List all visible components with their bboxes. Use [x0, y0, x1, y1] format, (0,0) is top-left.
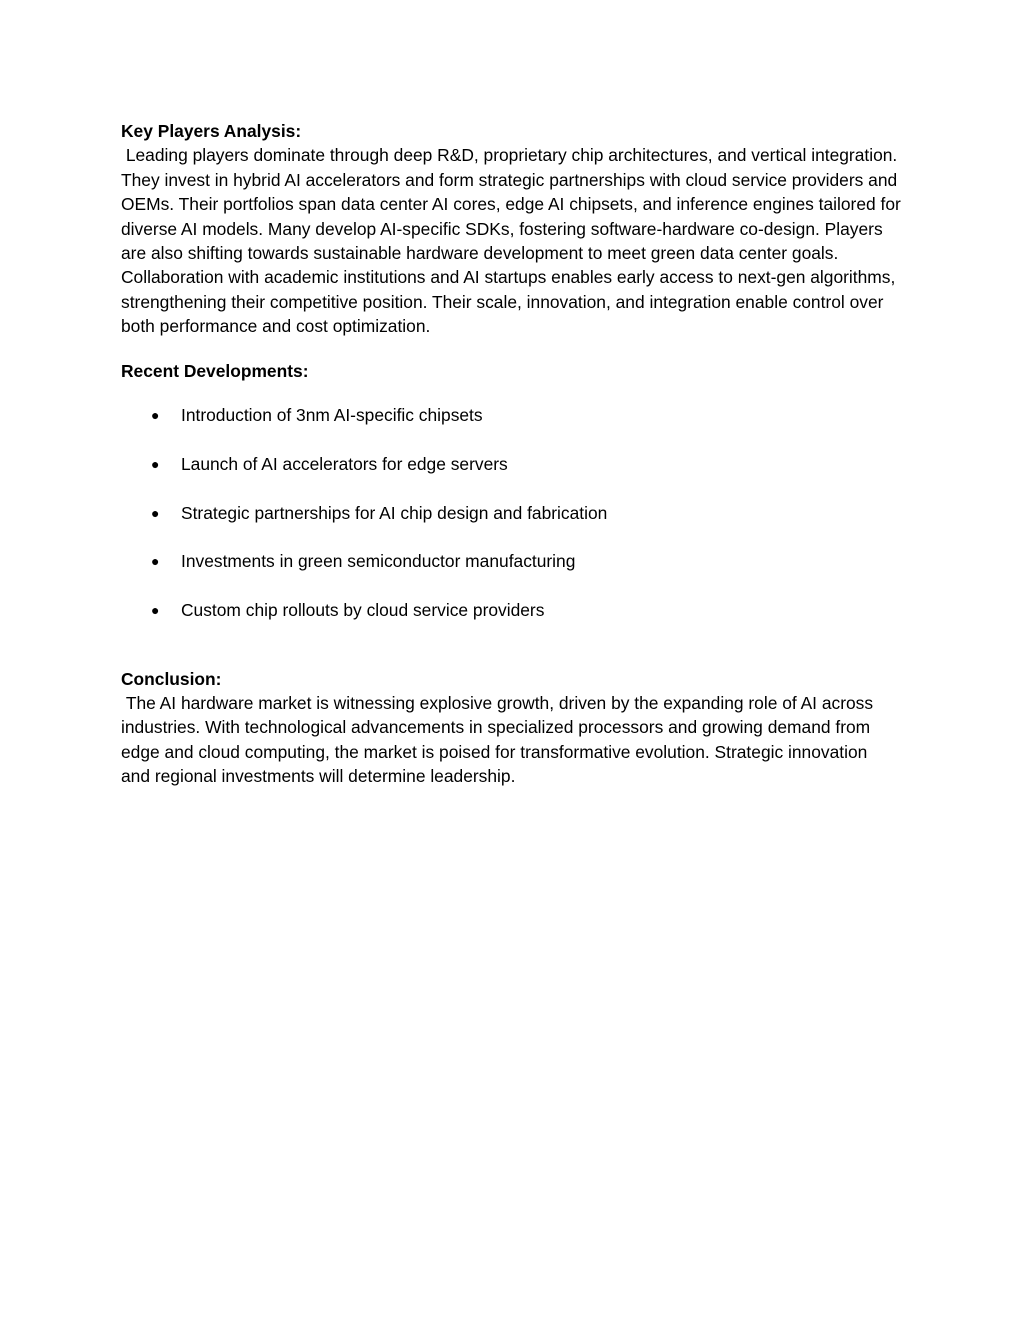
list-item	[121, 598, 901, 622]
spacer	[121, 623, 901, 667]
list-item-text: Launch of AI accelerators for edge servers	[181, 453, 508, 474]
bullet-icon: ●	[151, 504, 160, 521]
list-item	[121, 549, 901, 573]
key-players-paragraph: Leading players dominate through deep R&D, proprietary chip architectures, and vertical integration. They invest in hybrid AI accelerators and form strategic partnerships with cloud service providers and OEMs. Their portfolios span data center AI cores, edge AI chipsets, and inference engines tailored for diverse AI models. Many develop AI-specific SDKs, fostering software-hardware co-design. Players are also shifting towards sustainable hardware development to meet green data center goals. Collaboration with academic institutions and AI startups enables early access to next-gen algorithms, strengthening their competitive position. Their scale, innovation, and integration enable control over both performance and cost optimization.	[121, 145, 906, 337]
bullet-icon: ●	[151, 602, 160, 619]
list-item-text: Strategic partnerships for AI chip design and fabrication	[181, 502, 608, 523]
bullet-icon: ●	[151, 407, 160, 424]
conclusion-heading: Conclusion:	[121, 668, 222, 689]
list-item-text: Custom chip rollouts by cloud service providers	[181, 600, 545, 621]
list-item	[121, 501, 901, 525]
list-item	[121, 452, 901, 476]
list-item	[121, 403, 901, 427]
list-item-text: Introduction of 3nm AI-specific chipsets	[181, 405, 483, 426]
list-item-text: Investments in green semiconductor manufacturing	[181, 551, 576, 572]
recent-developments-heading: Recent Developments:	[121, 360, 309, 381]
bullet-icon: ●	[151, 455, 160, 472]
bullet-icon: ●	[151, 553, 160, 570]
document-body	[121, 119, 906, 789]
recent-developments-list	[121, 403, 901, 623]
conclusion-paragraph: The AI hardware market is witnessing explosive growth, driven by the expanding role of AI across industries. With technological advancements in specialized processors and growing demand from edge and cloud computing, the market is poised for transformative evolution. Strategic innovation and regional investments will determine leadership.	[121, 693, 878, 787]
key-players-heading: Key Players Analysis:	[121, 121, 302, 141]
spacer	[121, 339, 901, 359]
